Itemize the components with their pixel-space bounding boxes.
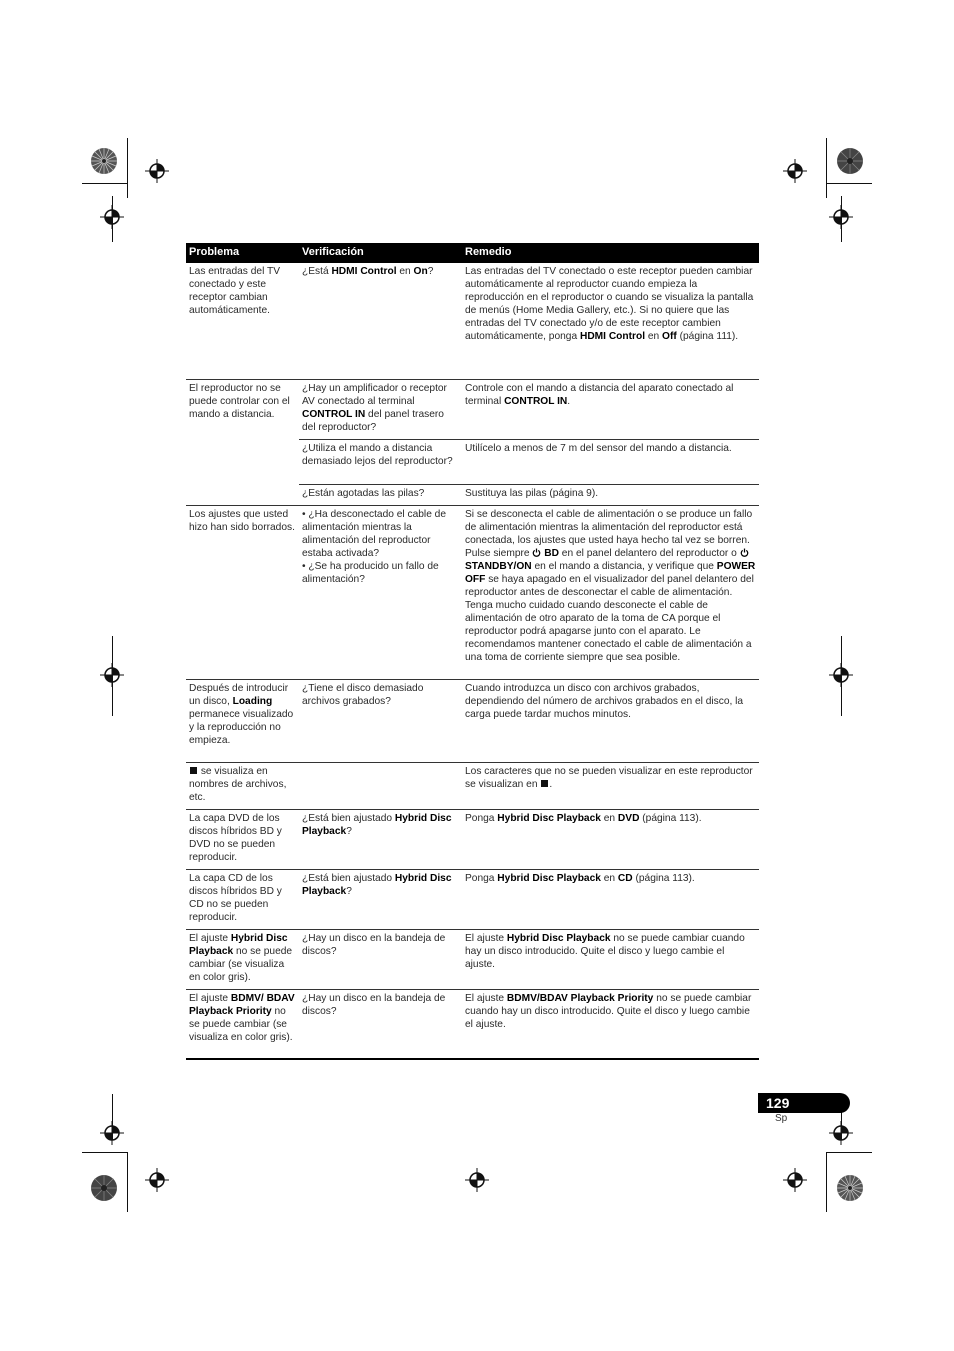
crop-line: [127, 138, 128, 198]
crosshair-target-icon: [100, 205, 124, 229]
problem-cell: Las entradas del TV conectado y este receptor cambian automáticamente.: [186, 263, 299, 379]
check-cell: ¿Tiene el disco demasiado archivos grabados?: [299, 679, 462, 762]
table-row: [186, 929, 759, 989]
problem-cell: El ajuste Hybrid Disc Playback no se puede cambiar (se visualiza en color gris).: [186, 929, 299, 989]
crosshair-target-icon: [829, 663, 853, 687]
check-cell: ¿Está bien ajustado Hybrid Disc Playback?: [299, 869, 462, 929]
starburst-print-mark-icon: [90, 147, 118, 175]
starburst-print-mark-icon: [90, 1174, 118, 1202]
troubleshooting-table: [186, 243, 759, 1060]
check-cell: ¿Está HDMI Control en On?: [299, 263, 462, 379]
check-cell: ¿Hay un disco en la bandeja de discos?: [299, 929, 462, 989]
crop-line: [82, 1152, 128, 1153]
table-row: [186, 379, 759, 439]
power-icon: [740, 548, 749, 557]
crop-line: [826, 1152, 827, 1212]
table-row: [186, 809, 759, 869]
crosshair-target-icon: [100, 1121, 124, 1145]
crosshair-target-icon: [465, 1168, 489, 1192]
table-row: [186, 263, 759, 379]
crop-line: [826, 138, 827, 198]
problem-cell: La capa DVD de los discos híbridos BD y DVD no se pueden reproducir.: [186, 809, 299, 869]
problem-cell: Después de introducir un disco, Loading permanece visualizado y la reproducción no empieza.: [186, 679, 299, 762]
remedy-cell: Si se desconecta el cable de alimentación o se produce un fallo de alimentación mientras la alimentación del reproductor está conectada, los ajustes que usted haya hecho tal vez se borren. Pulse siempre BD en el panel delantero del reproductor o STANDBY/ON en el mando a distancia, y verifique que POWER OFF se haya apagado en el visualizador del panel delantero del reproductor antes de desconectar el cable de alimentación. Tenga mucho cuidado cuando desconecte el cable de alimentación de otro aparato de la toma de CA porque el reproductor podrá apagarse junto con el aparato. Le recomendamos mantener conectado el cable de alimentación a una toma de corriente siempre que sea posible.: [462, 505, 759, 679]
problem-cell: El reproductor no se puede controlar con el mando a distancia.: [186, 379, 299, 505]
column-header-problem: Problema: [186, 243, 299, 263]
column-header-remedy: Remedio: [462, 243, 759, 263]
check-cell: • ¿Ha desconectado el cable de alimentación mientras la alimentación del reproductor estaba activada? • ¿Se ha producido un fallo de alimentación?: [299, 505, 462, 679]
check-cell: ¿Está bien ajustado Hybrid Disc Playback?: [299, 809, 462, 869]
remedy-cell: Ponga Hybrid Disc Playback en DVD (página 113).: [462, 809, 759, 869]
language-label: Sp: [775, 1113, 788, 1124]
remedy-cell: Los caracteres que no se pueden visualizar en este reproductor se visualizan en .: [462, 762, 759, 809]
starburst-print-mark-icon: [836, 147, 864, 175]
check-cell: ¿Están agotadas las pilas?: [299, 484, 462, 505]
check-cell: ¿Hay un amplificador o receptor AV conectado al terminal CONTROL IN del panel trasero del reproductor?: [299, 379, 462, 439]
remedy-cell: Las entradas del TV conectado o este receptor pueden cambiar automáticamente al reproductor cuando empieza la reproducción en el reproductor o cuando se visualiza la pantalla de menús (Home Media Gallery, etc.). Si no quiere que las entradas del TV conectado y/o de este receptor cambien automáticamente, ponga HDMI Control en Off (página 111).: [462, 263, 759, 379]
crosshair-target-icon: [829, 205, 853, 229]
remedy-cell: El ajuste Hybrid Disc Playback no se puede cambiar cuando hay un disco introducido. Quite el disco y luego cambie el ajuste.: [462, 929, 759, 989]
problem-cell: El ajuste BDMV/ BDAV Playback Priority no se puede cambiar (se visualiza en color gris).: [186, 989, 299, 1059]
check-cell: [299, 762, 462, 809]
crosshair-target-icon: [145, 159, 169, 183]
starburst-print-mark-icon: [836, 1174, 864, 1202]
remedy-cell: Cuando introduzca un disco con archivos grabados, dependiendo del número de archivos grabados en el disco, la carga puede tardar muchos minutos.: [462, 679, 759, 762]
table-row: [186, 679, 759, 762]
table-row: [186, 869, 759, 929]
table-header-row: [186, 243, 759, 263]
crosshair-target-icon: [829, 1121, 853, 1145]
table-row: [186, 505, 759, 679]
remedy-cell: Utilícelo a menos de 7 m del sensor del mando a distancia.: [462, 439, 759, 484]
column-header-check: Verificación: [299, 243, 462, 263]
crop-line: [82, 183, 128, 184]
problem-cell: se visualiza en nombres de archivos, etc.: [186, 762, 299, 809]
crop-line: [826, 1152, 872, 1153]
problem-cell: Los ajustes que usted hizo han sido borrados.: [186, 505, 299, 679]
table-row: [186, 989, 759, 1059]
power-icon: [532, 548, 541, 557]
crosshair-target-icon: [783, 1168, 807, 1192]
black-square-icon: [541, 780, 548, 787]
check-cell: ¿Utiliza el mando a distancia demasiado lejos del reproductor?: [299, 439, 462, 484]
crosshair-target-icon: [145, 1168, 169, 1192]
check-cell: ¿Hay un disco en la bandeja de discos?: [299, 989, 462, 1059]
black-square-icon: [190, 767, 197, 774]
page-number: 129: [766, 1095, 790, 1111]
crop-line: [127, 1152, 128, 1212]
crosshair-target-icon: [100, 663, 124, 687]
remedy-cell: El ajuste BDMV/BDAV Playback Priority no se puede cambiar cuando hay un disco introducido. Quite el disco y luego cambie el ajuste.: [462, 989, 759, 1059]
crosshair-target-icon: [783, 159, 807, 183]
problem-cell: La capa CD de los discos híbridos BD y CD no se pueden reproducir.: [186, 869, 299, 929]
remedy-cell: Ponga Hybrid Disc Playback en CD (página 113).: [462, 869, 759, 929]
crop-line: [826, 183, 872, 184]
remedy-cell: Sustituya las pilas (página 9).: [462, 484, 759, 505]
remedy-cell: Controle con el mando a distancia del aparato conectado al terminal CONTROL IN.: [462, 379, 759, 439]
table-row: [186, 762, 759, 809]
